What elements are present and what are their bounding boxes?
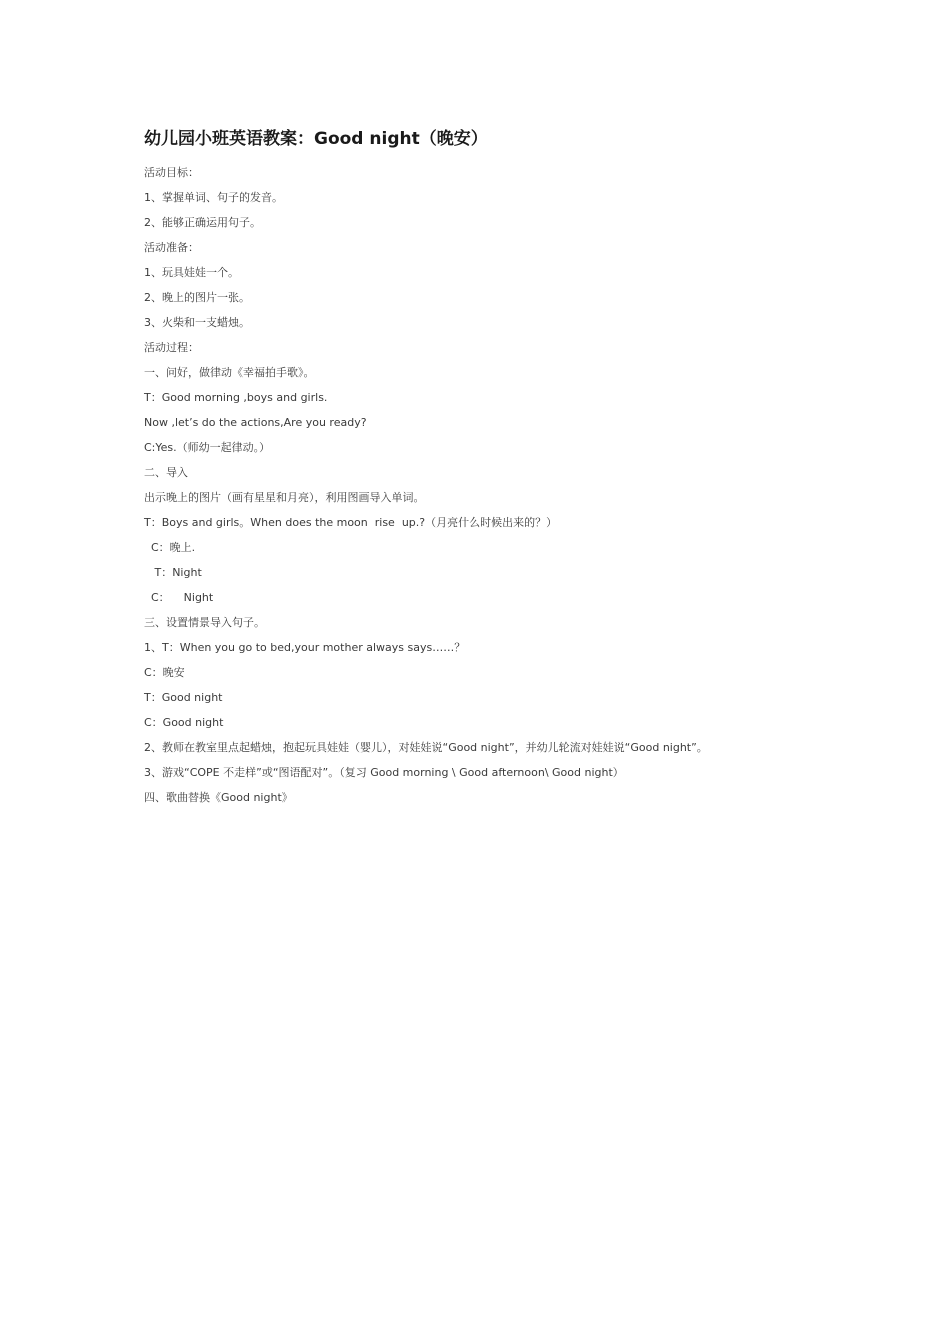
text-line: 2、晚上的图片一张。: [144, 291, 250, 304]
text-line: T：Good morning ,boys and girls.: [144, 391, 328, 404]
text-line: C：晚上.: [144, 541, 196, 554]
text-line: 四、歌曲替换《Good night》: [144, 791, 293, 804]
text-line: 3、游戏“COPE 不走样”或“图语配对”。（复习 Good morning \ Good afternoon\ Good night）: [144, 766, 624, 779]
page-title: 幼儿园小班英语教案：Good night（晚安）: [144, 129, 488, 149]
text-line: C:Yes.（师幼一起律动。）: [144, 441, 271, 454]
text-line: 活动目标：: [144, 166, 199, 179]
text-line: T：Boys and girls。When does the moon rise up.?（月亮什么时候出来的？）: [144, 516, 558, 529]
text-line: C： Night: [144, 591, 214, 604]
text-line: 1、掌握单词、句子的发音。: [144, 191, 283, 204]
text-line: 出示晚上的图片（画有星星和月亮），利用图画导入单词。: [144, 491, 425, 504]
text-line: 一、问好，做律动《幸福拍手歌》。: [144, 366, 315, 379]
text-line: 活动过程：: [144, 341, 199, 354]
text-line: Now ,let’s do the actions,Are you ready?: [144, 416, 367, 429]
text-line: 1、玩具娃娃一个。: [144, 266, 239, 279]
text-line: C：Good night: [144, 716, 224, 729]
text-line: C：晚安: [144, 666, 185, 679]
text-line: 1、T：When you go to bed,your mother always says……？: [144, 641, 466, 654]
text-line: T：Night: [144, 566, 202, 579]
text-line: 3、火柴和一支蜡烛。: [144, 316, 250, 329]
text-line: 二、导入: [144, 466, 188, 479]
text-line: T：Good night: [144, 691, 223, 704]
document-body: [144, 165, 864, 815]
text-line: 三、设置情景导入句子。: [144, 616, 265, 629]
text-line: 活动准备：: [144, 241, 199, 254]
text-line: 2、能够正确运用句子。: [144, 216, 261, 229]
text-line: 2、教师在教室里点起蜡烛，抱起玩具娃娃（婴儿），对娃娃说“Good night”，并幼儿轮流对娃娃说“Good night”。: [144, 741, 708, 754]
